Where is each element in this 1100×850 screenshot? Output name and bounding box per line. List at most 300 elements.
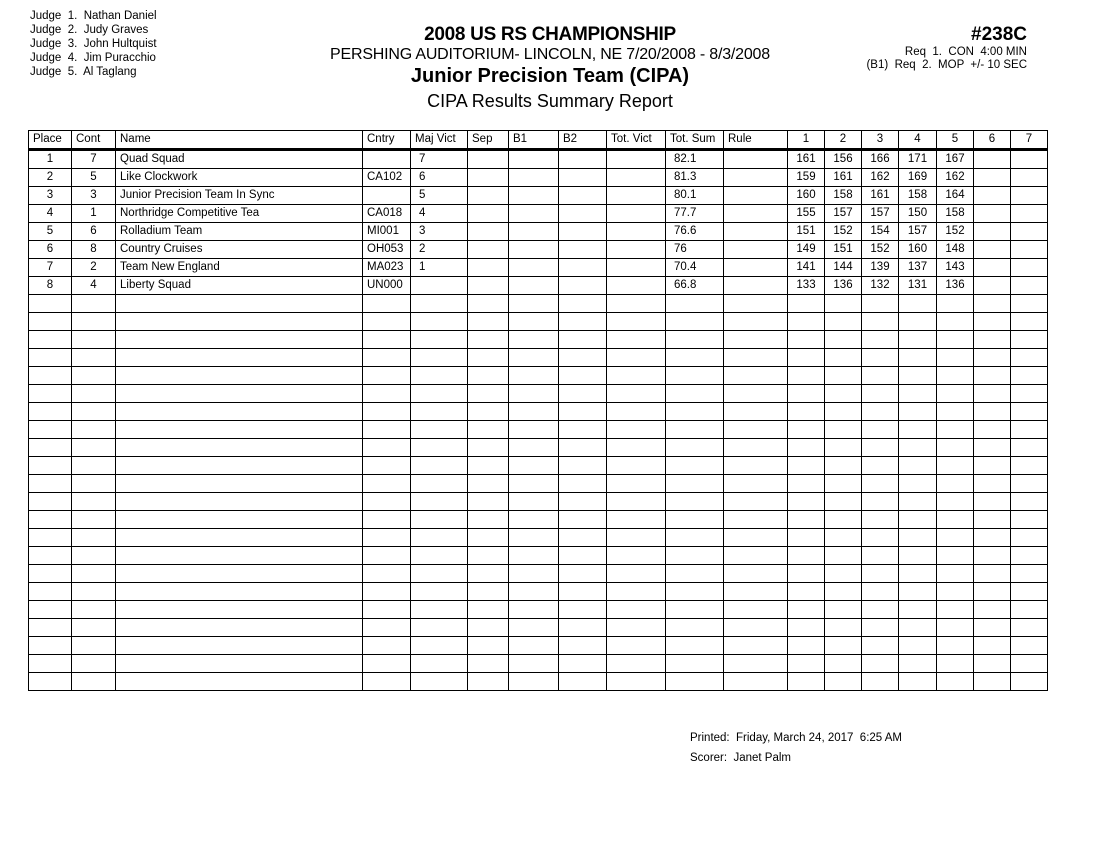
empty-cell (937, 439, 974, 457)
cell-j1: 149 (788, 241, 825, 259)
cell-maj-vict: 7 (411, 150, 468, 169)
table-row (29, 205, 1048, 223)
cell-sep (468, 241, 509, 259)
empty-cell (666, 673, 724, 691)
empty-cell (29, 403, 72, 421)
col-judge-2: 2 (825, 131, 862, 150)
empty-cell (116, 637, 363, 655)
empty-cell (29, 565, 72, 583)
empty-cell (559, 619, 607, 637)
empty-cell (1011, 547, 1048, 565)
cell-rule (724, 205, 788, 223)
empty-cell (116, 367, 363, 385)
empty-cell (116, 295, 363, 313)
empty-cell (116, 439, 363, 457)
cell-j2: 152 (825, 223, 862, 241)
empty-cell (72, 565, 116, 583)
cell-j3: 162 (862, 169, 899, 187)
empty-cell (72, 547, 116, 565)
cell-tot-vict (607, 277, 666, 295)
empty-row (29, 331, 1048, 349)
empty-cell (937, 403, 974, 421)
cell-tot-vict (607, 150, 666, 169)
cell-tot-sum: 82.1 (666, 150, 724, 169)
cell-place: 5 (29, 223, 72, 241)
empty-cell (1011, 385, 1048, 403)
empty-cell (724, 619, 788, 637)
empty-cell (899, 403, 937, 421)
empty-cell (363, 439, 411, 457)
empty-cell (825, 637, 862, 655)
empty-cell (937, 475, 974, 493)
empty-cell (363, 619, 411, 637)
cell-cont: 8 (72, 241, 116, 259)
empty-cell (363, 511, 411, 529)
empty-cell (363, 475, 411, 493)
empty-cell (1011, 349, 1048, 367)
empty-cell (1011, 331, 1048, 349)
empty-cell (72, 529, 116, 547)
empty-cell (937, 421, 974, 439)
cell-j7 (1011, 241, 1048, 259)
empty-cell (937, 457, 974, 475)
empty-cell (666, 313, 724, 331)
table-row (29, 241, 1048, 259)
cell-maj-vict: 3 (411, 223, 468, 241)
empty-cell (509, 493, 559, 511)
empty-cell (825, 475, 862, 493)
empty-cell (559, 385, 607, 403)
event-title: Junior Precision Team (CIPA) (410, 65, 690, 87)
cell-tot-vict (607, 241, 666, 259)
empty-cell (29, 385, 72, 403)
empty-cell (724, 583, 788, 601)
empty-row (29, 673, 1048, 691)
empty-row (29, 619, 1048, 637)
empty-cell (862, 619, 899, 637)
col-judge-7: 7 (1011, 131, 1048, 150)
col-b2: B2 (559, 131, 607, 150)
cell-tot-vict (607, 223, 666, 241)
col-cntry: Cntry (363, 131, 411, 150)
venue-dates: PERSHING AUDITORIUM- LINCOLN, NE 7/20/2008 - 8/3/2008 (330, 46, 770, 63)
empty-cell (862, 313, 899, 331)
col-maj-vict: Maj Vict (411, 131, 468, 150)
empty-cell (509, 637, 559, 655)
empty-cell (937, 493, 974, 511)
empty-cell (363, 547, 411, 565)
empty-cell (825, 367, 862, 385)
cell-j6 (974, 241, 1011, 259)
empty-cell (937, 583, 974, 601)
empty-cell (825, 529, 862, 547)
cell-cntry: MI001 (363, 223, 411, 241)
col-rule: Rule (724, 131, 788, 150)
empty-cell (363, 601, 411, 619)
empty-cell (363, 349, 411, 367)
empty-cell (607, 367, 666, 385)
empty-row (29, 583, 1048, 601)
cell-tot-sum: 76 (666, 241, 724, 259)
cell-sep (468, 277, 509, 295)
empty-cell (363, 403, 411, 421)
empty-cell (788, 637, 825, 655)
empty-cell (666, 493, 724, 511)
cell-rule (724, 150, 788, 169)
empty-cell (937, 511, 974, 529)
empty-cell (825, 565, 862, 583)
empty-cell (974, 655, 1011, 673)
cell-b1 (509, 277, 559, 295)
empty-cell (937, 367, 974, 385)
empty-cell (1011, 313, 1048, 331)
judge-1: Judge 1. Nathan Daniel (30, 10, 157, 22)
empty-cell (411, 403, 468, 421)
empty-cell (72, 655, 116, 673)
empty-cell (666, 511, 724, 529)
empty-cell (724, 565, 788, 583)
cell-b1 (509, 205, 559, 223)
empty-cell (509, 385, 559, 403)
empty-cell (72, 349, 116, 367)
empty-cell (666, 475, 724, 493)
empty-cell (72, 403, 116, 421)
empty-cell (468, 565, 509, 583)
empty-cell (862, 457, 899, 475)
empty-cell (559, 547, 607, 565)
empty-cell (468, 583, 509, 601)
empty-cell (825, 583, 862, 601)
empty-cell (116, 601, 363, 619)
empty-cell (899, 529, 937, 547)
empty-row (29, 601, 1048, 619)
cell-rule (724, 187, 788, 205)
cell-tot-sum: 66.8 (666, 277, 724, 295)
empty-cell (862, 421, 899, 439)
cell-cont: 7 (72, 150, 116, 169)
empty-cell (974, 547, 1011, 565)
empty-cell (825, 331, 862, 349)
empty-cell (899, 547, 937, 565)
empty-cell (468, 313, 509, 331)
empty-cell (559, 421, 607, 439)
empty-cell (607, 529, 666, 547)
empty-cell (468, 331, 509, 349)
empty-row (29, 295, 1048, 313)
cell-j5: 158 (937, 205, 974, 223)
cell-j6 (974, 187, 1011, 205)
empty-cell (116, 493, 363, 511)
cell-cont: 6 (72, 223, 116, 241)
results-table (28, 130, 1048, 691)
empty-cell (559, 529, 607, 547)
empty-cell (29, 529, 72, 547)
col-sep: Sep (468, 131, 509, 150)
empty-cell (724, 529, 788, 547)
cell-cont: 5 (72, 169, 116, 187)
empty-cell (72, 439, 116, 457)
cell-j3: 139 (862, 259, 899, 277)
empty-cell (862, 403, 899, 421)
cell-name: Junior Precision Team In Sync (116, 187, 363, 205)
empty-row (29, 493, 1048, 511)
empty-cell (899, 673, 937, 691)
empty-cell (862, 295, 899, 313)
empty-cell (974, 637, 1011, 655)
requirement-1: Req 1. CON 4:00 MIN (904, 46, 1027, 58)
empty-cell (607, 673, 666, 691)
table-row (29, 277, 1048, 295)
empty-cell (666, 421, 724, 439)
empty-cell (899, 421, 937, 439)
empty-row (29, 313, 1048, 331)
empty-cell (363, 421, 411, 439)
empty-cell (862, 529, 899, 547)
empty-cell (411, 493, 468, 511)
empty-cell (862, 385, 899, 403)
empty-cell (72, 619, 116, 637)
cell-name: Liberty Squad (116, 277, 363, 295)
empty-cell (825, 403, 862, 421)
empty-cell (666, 403, 724, 421)
championship-title: 2008 US RS CHAMPIONSHIP (424, 24, 676, 45)
cell-j4: 137 (899, 259, 937, 277)
empty-cell (825, 295, 862, 313)
empty-cell (607, 565, 666, 583)
col-b1: B1 (509, 131, 559, 150)
cell-sep (468, 169, 509, 187)
empty-cell (468, 457, 509, 475)
empty-cell (607, 475, 666, 493)
empty-cell (899, 457, 937, 475)
empty-cell (509, 673, 559, 691)
empty-cell (937, 619, 974, 637)
empty-cell (937, 529, 974, 547)
empty-cell (666, 529, 724, 547)
empty-cell (468, 475, 509, 493)
empty-cell (825, 655, 862, 673)
empty-cell (29, 511, 72, 529)
empty-cell (1011, 583, 1048, 601)
empty-cell (788, 367, 825, 385)
empty-cell (72, 601, 116, 619)
empty-cell (116, 475, 363, 493)
empty-cell (862, 511, 899, 529)
empty-cell (788, 349, 825, 367)
cell-place: 3 (29, 187, 72, 205)
empty-cell (937, 565, 974, 583)
cell-j4: 158 (899, 187, 937, 205)
empty-row (29, 457, 1048, 475)
header-row (29, 131, 1048, 150)
empty-cell (411, 385, 468, 403)
empty-cell (862, 493, 899, 511)
empty-cell (899, 349, 937, 367)
cell-j4: 157 (899, 223, 937, 241)
empty-cell (788, 403, 825, 421)
cell-cntry: CA018 (363, 205, 411, 223)
empty-cell (363, 673, 411, 691)
cell-j5: 136 (937, 277, 974, 295)
empty-cell (468, 349, 509, 367)
col-judge-3: 3 (862, 131, 899, 150)
empty-cell (468, 655, 509, 673)
empty-cell (788, 439, 825, 457)
cell-b1 (509, 187, 559, 205)
empty-cell (559, 349, 607, 367)
empty-cell (607, 493, 666, 511)
empty-cell (559, 493, 607, 511)
empty-cell (509, 511, 559, 529)
table-row (29, 150, 1048, 169)
empty-cell (899, 655, 937, 673)
empty-cell (468, 619, 509, 637)
empty-row (29, 385, 1048, 403)
empty-cell (825, 349, 862, 367)
cell-j4: 150 (899, 205, 937, 223)
empty-cell (559, 439, 607, 457)
empty-cell (666, 457, 724, 475)
empty-cell (1011, 601, 1048, 619)
empty-cell (29, 457, 72, 475)
empty-cell (411, 331, 468, 349)
empty-cell (509, 331, 559, 349)
empty-cell (29, 421, 72, 439)
empty-cell (899, 637, 937, 655)
empty-cell (29, 547, 72, 565)
cell-j2: 136 (825, 277, 862, 295)
cell-name: Country Cruises (116, 241, 363, 259)
empty-cell (29, 583, 72, 601)
empty-cell (788, 421, 825, 439)
cell-j5: 164 (937, 187, 974, 205)
cell-b2 (559, 241, 607, 259)
cell-j1: 161 (788, 150, 825, 169)
empty-cell (559, 673, 607, 691)
cell-j6 (974, 205, 1011, 223)
judge-4: Judge 4. Jim Puracchio (30, 52, 156, 64)
printed-timestamp: Printed: Friday, March 24, 2017 6:25 AM (690, 732, 903, 744)
empty-cell (974, 529, 1011, 547)
empty-cell (1011, 295, 1048, 313)
empty-cell (1011, 493, 1048, 511)
empty-cell (116, 349, 363, 367)
cell-b2 (559, 187, 607, 205)
cell-j7 (1011, 259, 1048, 277)
cell-j7 (1011, 150, 1048, 169)
empty-cell (509, 583, 559, 601)
table-row (29, 169, 1048, 187)
empty-cell (29, 655, 72, 673)
empty-cell (363, 295, 411, 313)
scorer: Scorer: Janet Palm (690, 752, 791, 764)
empty-cell (363, 529, 411, 547)
empty-cell (724, 457, 788, 475)
empty-cell (363, 565, 411, 583)
cell-tot-sum: 70.4 (666, 259, 724, 277)
empty-cell (974, 583, 1011, 601)
empty-cell (29, 295, 72, 313)
empty-cell (509, 295, 559, 313)
empty-cell (411, 583, 468, 601)
cell-sep (468, 223, 509, 241)
empty-cell (724, 655, 788, 673)
empty-cell (788, 655, 825, 673)
empty-cell (788, 673, 825, 691)
empty-cell (724, 475, 788, 493)
cell-j3: 161 (862, 187, 899, 205)
empty-cell (974, 385, 1011, 403)
empty-cell (509, 421, 559, 439)
empty-cell (974, 493, 1011, 511)
cell-place: 7 (29, 259, 72, 277)
empty-cell (468, 385, 509, 403)
cell-rule (724, 241, 788, 259)
empty-cell (72, 511, 116, 529)
cell-j7 (1011, 205, 1048, 223)
empty-cell (509, 529, 559, 547)
empty-cell (899, 295, 937, 313)
empty-row (29, 637, 1048, 655)
empty-cell (724, 637, 788, 655)
cell-cont: 1 (72, 205, 116, 223)
empty-cell (29, 493, 72, 511)
empty-cell (607, 313, 666, 331)
cell-tot-sum: 81.3 (666, 169, 724, 187)
empty-cell (937, 655, 974, 673)
empty-cell (607, 403, 666, 421)
report-title: CIPA Results Summary Report (427, 91, 673, 111)
empty-cell (468, 403, 509, 421)
empty-cell (468, 367, 509, 385)
empty-row (29, 367, 1048, 385)
empty-cell (974, 673, 1011, 691)
empty-cell (72, 385, 116, 403)
empty-cell (1011, 475, 1048, 493)
empty-cell (974, 439, 1011, 457)
empty-cell (724, 421, 788, 439)
cell-cont: 3 (72, 187, 116, 205)
cell-cntry (363, 187, 411, 205)
cell-place: 1 (29, 150, 72, 169)
empty-cell (724, 331, 788, 349)
event-info (866, 24, 1027, 72)
cell-cntry: UN000 (363, 277, 411, 295)
empty-cell (411, 421, 468, 439)
cell-b1 (509, 241, 559, 259)
empty-cell (666, 601, 724, 619)
empty-cell (825, 547, 862, 565)
cell-maj-vict: 4 (411, 205, 468, 223)
table-row (29, 187, 1048, 205)
empty-cell (116, 403, 363, 421)
cell-b1 (509, 223, 559, 241)
empty-cell (116, 457, 363, 475)
empty-cell (72, 367, 116, 385)
empty-cell (937, 295, 974, 313)
cell-name: Rolladium Team (116, 223, 363, 241)
empty-cell (1011, 511, 1048, 529)
cell-name: Quad Squad (116, 150, 363, 169)
cell-tot-vict (607, 187, 666, 205)
cell-j3: 152 (862, 241, 899, 259)
cell-j5: 152 (937, 223, 974, 241)
empty-cell (899, 385, 937, 403)
empty-cell (937, 331, 974, 349)
empty-cell (411, 673, 468, 691)
judges-list (30, 9, 157, 79)
cell-j1: 141 (788, 259, 825, 277)
